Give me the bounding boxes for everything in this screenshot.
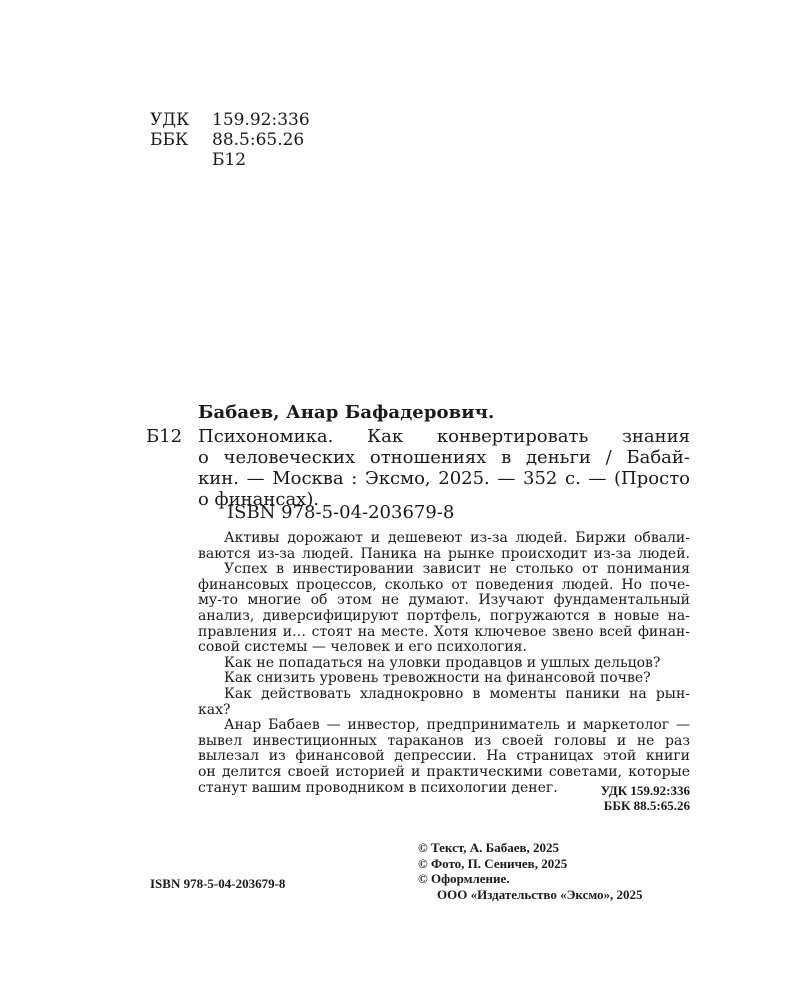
udk-value: 159.92:336: [212, 110, 310, 130]
annotation-line: вывел инвестиционных тараканов из своей головы и не раз: [198, 732, 690, 749]
isbn-bottom: ISBN 978-5-04-203679-8: [150, 876, 286, 891]
annotation-line: му-то многие об этом не думают. Изучают фундаментальный: [198, 592, 690, 609]
annotation-line: ках?: [198, 701, 231, 718]
bbk-row: [150, 130, 310, 150]
udk-label: УДК: [150, 110, 190, 130]
cutter-side-code: Б12: [146, 426, 183, 447]
codes-bottom: [601, 783, 690, 813]
udk-bottom: УДК 159.92:336: [600, 783, 690, 798]
annotation-line: вылезал из финансовой депрессии. На страницах этой книги: [198, 748, 690, 765]
annotation-line: Активы дорожают и дешевеют из-за людей. Биржи обвали-: [224, 530, 690, 546]
copyright-photo: © Фото, П. Сеничев, 2025: [418, 855, 568, 871]
bbk-label: ББК: [150, 130, 189, 150]
title-line: Психономика. Как конвертировать знания: [198, 426, 690, 447]
author-heading: Бабаев, Анар Бафадерович.: [198, 402, 495, 423]
annotation-line: Успех в инвестировании зависит не столько от понимания: [224, 561, 690, 578]
bbk-value: 88.5:65.26: [212, 130, 305, 150]
copyright-block: [418, 840, 643, 902]
copyright-text: © Текст, А. Бабаев, 2025: [418, 840, 560, 855]
annotation-line: анализ, диверсифицируют портфель, погружаются в новые на-: [198, 608, 690, 624]
title-line: кин. — Москва : Эксмо, 2025. — 352 с. — (Просто: [198, 468, 690, 489]
annotation-line: он делится своей историей и практическими советами, которые: [198, 764, 690, 780]
annotation-line: правления и… стоят на месте. Хотя ключевое звено всей финан-: [198, 623, 690, 640]
classification-block: [150, 110, 310, 170]
annotation-line: совой системы — человек и его психология.: [198, 639, 527, 656]
copyright-design: © Оформление.: [418, 871, 510, 886]
bbk-bottom: ББК 88.5:65.26: [603, 798, 690, 813]
annotation-line: Анар Бабаев — инвестор, предприниматель и маркетолог —: [224, 717, 690, 734]
annotation-line: ваются из-за людей. Паника на рынке происходит из-за людей.: [198, 545, 690, 562]
annotation-line: Как не попадаться на уловки продавцов и ушлых дельцов?: [224, 654, 661, 671]
udk-row: [150, 110, 310, 130]
isbn-main: ISBN 978-5-04-203679-8: [227, 502, 455, 523]
cutter-code: Б12: [212, 150, 247, 170]
title-line: о финансах).: [198, 489, 320, 510]
annotation-line: Как действовать хладнокровно в моменты паники на рын-: [224, 686, 690, 702]
annotation-line: станут вашим проводником в психологии денег.: [198, 779, 558, 796]
copyright-publisher: ООО «Издательство «Эксмо», 2025: [437, 886, 643, 902]
annotation-line: Как снизить уровень тревожности на финансовой почве?: [224, 670, 651, 687]
annotation-line: финансовых процессов, сколько от поведения людей. Но поче-: [198, 576, 690, 593]
cutter-row: [150, 150, 310, 170]
title-line: о человеческих отношениях в деньги / Бабай-: [198, 447, 690, 468]
